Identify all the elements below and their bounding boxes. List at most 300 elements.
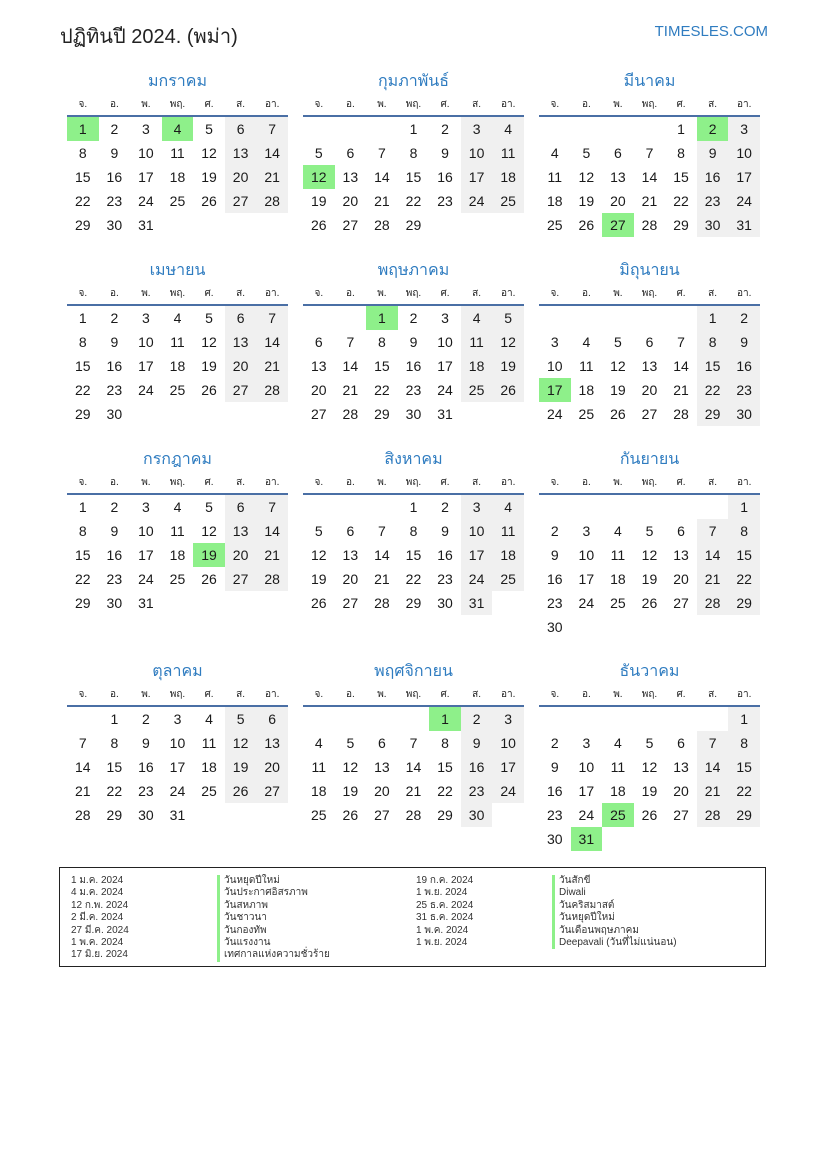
day-cell: 11: [461, 330, 493, 354]
weekday-label: อา.: [500, 477, 516, 488]
empty-cell: [571, 495, 603, 519]
day-cell: 8: [677, 145, 685, 161]
month-block: [67, 660, 288, 827]
day-cell: 28: [697, 803, 729, 827]
day-cell: 30: [106, 406, 123, 422]
day-cell: 2: [409, 310, 418, 326]
day-cell: 28: [342, 406, 359, 422]
weekday-label: ส.: [236, 477, 246, 488]
day-cell: 28: [673, 406, 689, 422]
holiday-day-cell: 31: [571, 827, 603, 851]
day-cell: 27: [342, 217, 359, 233]
day-cell: 11: [201, 735, 217, 751]
day-cell: 22: [405, 571, 422, 587]
legend-date: 27 มี.ค. 2024: [71, 924, 129, 936]
day-cell: 15: [437, 759, 453, 775]
day-cell: 19: [492, 354, 524, 378]
day-cell: 15: [74, 358, 91, 374]
day-cell: 16: [728, 354, 760, 378]
day-cell: 8: [110, 735, 119, 751]
empty-cell: [539, 117, 571, 141]
weekday-label: ศ.: [440, 288, 450, 299]
day-cell: 23: [461, 779, 493, 803]
weekday-label: จ.: [314, 99, 324, 110]
day-grid: [67, 117, 288, 237]
weekday-label: ส.: [236, 288, 246, 299]
weekday-label: อ.: [581, 288, 591, 299]
day-cell: 26: [201, 571, 217, 587]
day-cell: 25: [461, 378, 493, 402]
day-cell: 26: [492, 378, 524, 402]
day-cell: 27: [225, 189, 257, 213]
weekday-label: ส.: [472, 99, 482, 110]
day-cell: 17: [578, 571, 595, 587]
brand-link[interactable]: TIMESLES.COM: [654, 23, 768, 40]
weekday-label: พฤ.: [169, 477, 186, 488]
day-cell: 6: [225, 306, 257, 330]
day-cell: 28: [256, 378, 288, 402]
day-grid: [539, 117, 760, 237]
day-cell: 24: [461, 189, 493, 213]
day-cell: 1: [728, 495, 760, 519]
month-name: ธันวาคม: [619, 663, 680, 680]
day-cell: 5: [205, 499, 213, 515]
day-cell: 29: [697, 402, 729, 426]
day-cell: 11: [170, 334, 185, 350]
page-title: ปฏิทินปี 2024. (พม่า): [60, 26, 238, 48]
month-name: มีนาคม: [623, 73, 676, 90]
day-cell: 21: [374, 193, 390, 209]
weekday-label: ส.: [472, 689, 482, 700]
weekday-label: อา.: [264, 99, 280, 110]
day-cell: 25: [169, 382, 186, 398]
day-cell: 26: [201, 382, 217, 398]
day-cell: 24: [461, 567, 493, 591]
day-cell: 2: [728, 306, 760, 330]
day-cell: 10: [437, 334, 453, 350]
weekday-label: ส.: [708, 288, 718, 299]
day-cell: 13: [310, 358, 327, 374]
holiday-day-cell: 1: [67, 117, 99, 141]
day-cell: 9: [409, 334, 418, 350]
day-cell: 20: [225, 543, 257, 567]
day-cell: 13: [225, 141, 257, 165]
day-cell: 13: [342, 547, 359, 563]
day-cell: 26: [310, 217, 327, 233]
empty-cell: [634, 495, 666, 519]
day-cell: 30: [138, 807, 154, 823]
day-grid: [303, 707, 524, 827]
empty-cell: [634, 707, 666, 731]
weekday-label: พฤ.: [169, 689, 186, 700]
weekday-label: ส.: [236, 689, 246, 700]
day-cell: 28: [405, 807, 422, 823]
day-cell: 14: [256, 330, 288, 354]
day-cell: 4: [614, 735, 622, 751]
day-cell: 29: [74, 595, 91, 611]
day-cell: 11: [579, 358, 594, 374]
day-cell: 15: [74, 547, 91, 563]
weekday-label: จ.: [550, 689, 560, 700]
day-cell: 25: [578, 406, 595, 422]
legend-date: 1 พ.ย. 2024: [416, 887, 468, 899]
holiday-day-cell: 1: [366, 306, 398, 330]
day-cell: 30: [405, 406, 422, 422]
day-cell: 1: [697, 306, 729, 330]
day-cell: 22: [673, 193, 689, 209]
empty-cell: [571, 117, 603, 141]
weekday-label: อ.: [345, 288, 355, 299]
day-cell: 22: [374, 382, 390, 398]
weekday-label: อา.: [500, 99, 516, 110]
day-cell: 11: [547, 169, 563, 185]
empty-cell: [634, 306, 666, 330]
day-cell: 16: [138, 759, 154, 775]
weekday-header: [303, 94, 524, 117]
day-cell: 7: [378, 145, 386, 161]
weekday-label: พฤ.: [405, 288, 422, 299]
day-cell: 9: [728, 330, 760, 354]
day-cell: 31: [461, 591, 493, 615]
day-cell: 3: [582, 523, 591, 539]
legend-holiday-name: วันชาวนา: [217, 912, 330, 924]
weekday-label: อ.: [345, 99, 355, 110]
day-cell: 25: [201, 783, 217, 799]
day-cell: 29: [673, 217, 689, 233]
weekday-label: ส.: [708, 477, 718, 488]
day-cell: 15: [374, 358, 390, 374]
day-cell: 1: [78, 499, 87, 515]
weekday-label: พ.: [377, 477, 387, 488]
day-cell: 3: [461, 495, 493, 519]
day-cell: 22: [728, 567, 760, 591]
day-cell: 5: [645, 735, 654, 751]
empty-cell: [67, 707, 99, 731]
weekday-label: พฤ.: [641, 689, 658, 700]
day-cell: 13: [342, 169, 359, 185]
weekday-label: พ.: [613, 288, 623, 299]
day-cell: 6: [346, 523, 355, 539]
day-cell: 18: [461, 354, 493, 378]
day-cell: 10: [578, 759, 595, 775]
day-cell: 16: [405, 358, 422, 374]
day-cell: 6: [677, 523, 685, 539]
day-cell: 24: [728, 189, 760, 213]
weekday-label: จ.: [550, 99, 560, 110]
day-cell: 8: [378, 334, 386, 350]
day-cell: 19: [201, 169, 217, 185]
day-cell: 17: [437, 358, 453, 374]
day-cell: 15: [405, 547, 422, 563]
weekday-label: จ.: [314, 288, 324, 299]
legend-left-dates: [71, 875, 129, 962]
day-cell: 3: [582, 735, 591, 751]
day-cell: 18: [492, 543, 524, 567]
day-cell: 14: [342, 358, 359, 374]
month-name: ตุลาคม: [152, 663, 203, 680]
day-cell: 4: [461, 306, 493, 330]
day-cell: 7: [346, 334, 355, 350]
day-cell: 6: [225, 495, 257, 519]
day-cell: 20: [342, 571, 359, 587]
empty-cell: [665, 306, 697, 330]
month-block: [67, 259, 288, 426]
day-cell: 7: [409, 735, 418, 751]
day-cell: 10: [728, 141, 760, 165]
weekday-label: พ.: [613, 689, 623, 700]
day-cell: 20: [610, 193, 626, 209]
day-cell: 31: [138, 217, 154, 233]
day-cell: 15: [673, 169, 689, 185]
day-cell: 22: [728, 779, 760, 803]
empty-cell: [539, 707, 571, 731]
day-cell: 10: [492, 731, 524, 755]
weekday-label: อา.: [736, 477, 752, 488]
day-cell: 6: [346, 145, 355, 161]
holiday-day-cell: 17: [539, 378, 571, 402]
day-cell: 21: [673, 382, 689, 398]
day-cell: 9: [550, 759, 559, 775]
day-cell: 24: [138, 571, 154, 587]
day-cell: 24: [578, 807, 595, 823]
month-block: [539, 259, 760, 426]
day-cell: 12: [578, 169, 595, 185]
weekday-label: พฤ.: [405, 477, 422, 488]
day-cell: 2: [441, 121, 449, 137]
day-cell: 19: [578, 193, 595, 209]
day-cell: 22: [697, 378, 729, 402]
month-block: [539, 448, 760, 639]
weekday-label: พฤ.: [169, 99, 186, 110]
month-block: [303, 660, 524, 827]
weekday-label: ศ.: [676, 288, 686, 299]
day-cell: 16: [437, 169, 453, 185]
weekday-label: พ.: [613, 99, 623, 110]
weekday-label: อา.: [264, 477, 280, 488]
weekday-label: ศ.: [204, 689, 214, 700]
day-cell: 21: [256, 354, 288, 378]
day-cell: 5: [314, 145, 323, 161]
day-cell: 18: [169, 169, 186, 185]
day-cell: 7: [677, 334, 685, 350]
day-cell: 29: [374, 406, 390, 422]
day-cell: 21: [641, 193, 658, 209]
day-cell: 30: [461, 803, 493, 827]
empty-cell: [335, 117, 367, 141]
empty-cell: [303, 117, 335, 141]
day-cell: 24: [546, 406, 563, 422]
legend-holiday-name: วันคริสมาสต์: [552, 900, 677, 912]
day-cell: 21: [342, 382, 359, 398]
day-cell: 18: [578, 382, 595, 398]
day-cell: 21: [697, 779, 729, 803]
weekday-header: [539, 94, 760, 117]
day-cell: 16: [461, 755, 493, 779]
day-cell: 25: [169, 193, 186, 209]
day-grid: [67, 707, 288, 827]
day-cell: 27: [256, 779, 288, 803]
empty-cell: [602, 495, 634, 519]
day-cell: 26: [201, 193, 217, 209]
legend-holiday-name: วันเดือนพฤษภาคม: [552, 925, 677, 937]
day-cell: 28: [697, 591, 729, 615]
holiday-day-cell: 2: [697, 117, 729, 141]
day-cell: 6: [645, 334, 654, 350]
day-cell: 18: [169, 358, 186, 374]
day-cell: 18: [310, 783, 327, 799]
weekday-label: อ.: [345, 689, 355, 700]
weekday-label: พ.: [377, 288, 387, 299]
day-cell: 23: [106, 382, 123, 398]
legend-holiday-name: วันแรงงาน: [217, 937, 330, 949]
day-cell: 22: [405, 193, 422, 209]
day-cell: 9: [550, 547, 559, 563]
day-cell: 5: [205, 121, 213, 137]
legend-holiday-name: วันสหภาพ: [217, 900, 330, 912]
day-cell: 2: [550, 735, 559, 751]
day-grid: [303, 495, 524, 615]
weekday-label: จ.: [78, 477, 88, 488]
day-cell: 9: [697, 141, 729, 165]
day-cell: 20: [673, 783, 689, 799]
month-name: เมษายน: [149, 262, 206, 279]
weekday-header: [303, 684, 524, 707]
day-cell: 5: [645, 523, 654, 539]
day-cell: 7: [256, 117, 288, 141]
weekday-label: ศ.: [676, 99, 686, 110]
empty-cell: [366, 495, 398, 519]
empty-cell: [634, 117, 666, 141]
weekday-label: ศ.: [440, 99, 450, 110]
weekday-label: อา.: [264, 288, 280, 299]
day-cell: 20: [673, 571, 689, 587]
day-cell: 19: [342, 783, 359, 799]
weekday-label: ศ.: [204, 99, 214, 110]
day-cell: 12: [201, 334, 217, 350]
weekday-label: อ.: [581, 99, 591, 110]
day-cell: 25: [169, 571, 186, 587]
empty-cell: [602, 117, 634, 141]
month-name: กุมภาพันธ์: [377, 73, 449, 90]
weekday-label: ส.: [472, 288, 482, 299]
day-cell: 3: [492, 707, 524, 731]
weekday-label: อ.: [581, 477, 591, 488]
weekday-label: อา.: [736, 288, 752, 299]
weekday-label: ส.: [236, 99, 246, 110]
legend-right-names: [552, 875, 677, 949]
legend-date: 19 ก.ค. 2024: [416, 875, 474, 886]
day-cell: 30: [728, 402, 760, 426]
day-cell: 6: [378, 735, 386, 751]
day-cell: 28: [256, 189, 288, 213]
day-cell: 30: [546, 619, 563, 635]
day-cell: 18: [492, 165, 524, 189]
empty-cell: [366, 117, 398, 141]
legend-right-dates: [416, 875, 473, 949]
empty-cell: [398, 707, 430, 731]
day-cell: 25: [310, 807, 327, 823]
day-cell: 14: [256, 141, 288, 165]
weekday-label: จ.: [78, 689, 88, 700]
legend-holiday-name: วันสักขี: [552, 875, 677, 887]
weekday-header: [67, 283, 288, 306]
day-cell: 20: [310, 382, 327, 398]
day-cell: 7: [78, 735, 87, 751]
month-name: กันยายน: [619, 451, 680, 468]
weekday-label: จ.: [78, 288, 88, 299]
day-cell: 17: [169, 759, 186, 775]
empty-cell: [602, 306, 634, 330]
month-name: มกราคม: [147, 73, 208, 90]
day-cell: 18: [610, 783, 626, 799]
empty-cell: [335, 495, 367, 519]
day-cell: 21: [74, 783, 91, 799]
day-cell: 16: [106, 169, 123, 185]
day-cell: 9: [461, 731, 493, 755]
day-cell: 20: [641, 382, 658, 398]
day-cell: 28: [74, 807, 91, 823]
day-cell: 13: [225, 330, 257, 354]
day-cell: 18: [169, 547, 186, 563]
empty-cell: [366, 707, 398, 731]
month-name: กรกฎาคม: [143, 451, 212, 468]
month-name: มิถุนายน: [619, 262, 680, 279]
day-cell: 17: [728, 165, 760, 189]
day-cell: 27: [374, 807, 390, 823]
day-cell: 21: [374, 571, 390, 587]
day-cell: 22: [437, 783, 453, 799]
empty-cell: [665, 495, 697, 519]
day-cell: 28: [641, 217, 658, 233]
month-name: สิงหาคม: [384, 451, 443, 468]
day-cell: 17: [461, 543, 493, 567]
day-cell: 19: [201, 358, 217, 374]
day-cell: 2: [441, 499, 449, 515]
day-cell: 20: [342, 193, 359, 209]
day-cell: 21: [256, 165, 288, 189]
month-block: [303, 259, 524, 426]
day-cell: 2: [142, 711, 150, 727]
legend-date: 2 มี.ค. 2024: [71, 912, 124, 924]
empty-cell: [335, 707, 367, 731]
day-grid: [539, 495, 760, 639]
day-cell: 8: [697, 330, 729, 354]
day-cell: 16: [437, 547, 453, 563]
empty-cell: [602, 707, 634, 731]
empty-cell: [335, 306, 367, 330]
legend-holiday-name: วันหยุดปีใหม่: [552, 912, 677, 924]
day-cell: 4: [492, 495, 524, 519]
day-cell: 22: [74, 193, 91, 209]
day-cell: 9: [110, 523, 119, 539]
day-cell: 6: [225, 117, 257, 141]
day-cell: 7: [256, 306, 288, 330]
empty-cell: [571, 707, 603, 731]
day-cell: 13: [673, 759, 689, 775]
day-cell: 5: [314, 523, 323, 539]
day-cell: 10: [578, 547, 595, 563]
weekday-label: จ.: [550, 288, 560, 299]
weekday-label: จ.: [550, 477, 560, 488]
empty-cell: [571, 306, 603, 330]
legend-holiday-name: Deepavali (วันที่ไม่แน่นอน): [552, 937, 677, 949]
day-cell: 15: [728, 543, 760, 567]
day-cell: 27: [673, 595, 689, 611]
day-cell: 13: [225, 519, 257, 543]
weekday-label: อา.: [736, 689, 752, 700]
month-block: [539, 70, 760, 237]
weekday-label: อ.: [109, 689, 119, 700]
